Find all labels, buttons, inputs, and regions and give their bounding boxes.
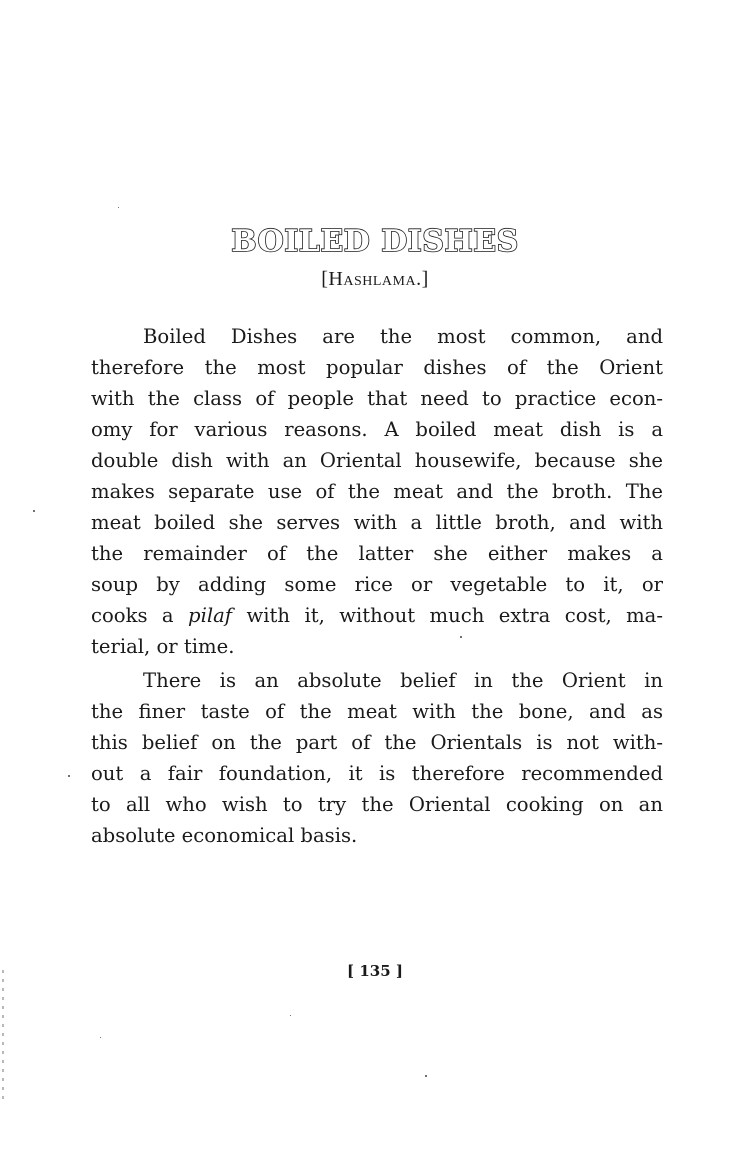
scan-speck xyxy=(68,775,70,777)
scan-speck xyxy=(425,1075,427,1077)
chapter-title: BOILED DISHES xyxy=(231,224,519,259)
text-line: therefore the most popular dishes of the Orient xyxy=(91,356,663,379)
text-line: soup by adding some rice or vegetable to it, or xyxy=(91,573,663,596)
text-line: Boiled Dishes are the most common, and xyxy=(143,325,663,348)
body-text xyxy=(91,321,663,851)
text-line: makes separate use of the meat and the broth. The xyxy=(91,480,663,503)
scan-speck xyxy=(100,1037,101,1038)
scan-speck xyxy=(33,510,35,512)
page-number: [ 135 ] xyxy=(347,962,403,980)
scan-speck xyxy=(460,636,462,638)
text-line: double dish with an Oriental housewife, because she xyxy=(91,449,663,472)
text-line: absolute economical basis. xyxy=(91,824,358,847)
scan-edge-marks xyxy=(2,970,4,1100)
text-line-with-italic xyxy=(91,600,663,631)
chapter-subtitle: [Hashlama.] xyxy=(321,268,429,290)
text-line: There is an absolute belief in the Orient in xyxy=(143,669,663,692)
text-line: to all who wish to try the Oriental cooking on an xyxy=(91,793,663,816)
scan-speck xyxy=(118,207,119,208)
text-line: out a fair foundation, it is therefore recommended xyxy=(91,762,663,785)
text-segment: with it, without much extra cost, ma- xyxy=(232,604,663,627)
italic-word: pilaf xyxy=(188,604,233,627)
text-line: the finer taste of the meat with the bone, and as xyxy=(91,700,663,723)
text-line: omy for various reasons. A boiled meat dish is a xyxy=(91,418,663,441)
text-line: terial, or time. xyxy=(91,635,235,658)
scan-speck xyxy=(290,1015,291,1016)
text-segment: cooks a xyxy=(91,604,189,627)
text-line: this belief on the part of the Orientals is not with- xyxy=(91,731,663,754)
text-line: with the class of people that need to practice econ- xyxy=(91,387,663,410)
text-line: meat boiled she serves with a little broth, and with xyxy=(91,511,663,534)
text-line: the remainder of the latter she either makes a xyxy=(91,542,663,565)
